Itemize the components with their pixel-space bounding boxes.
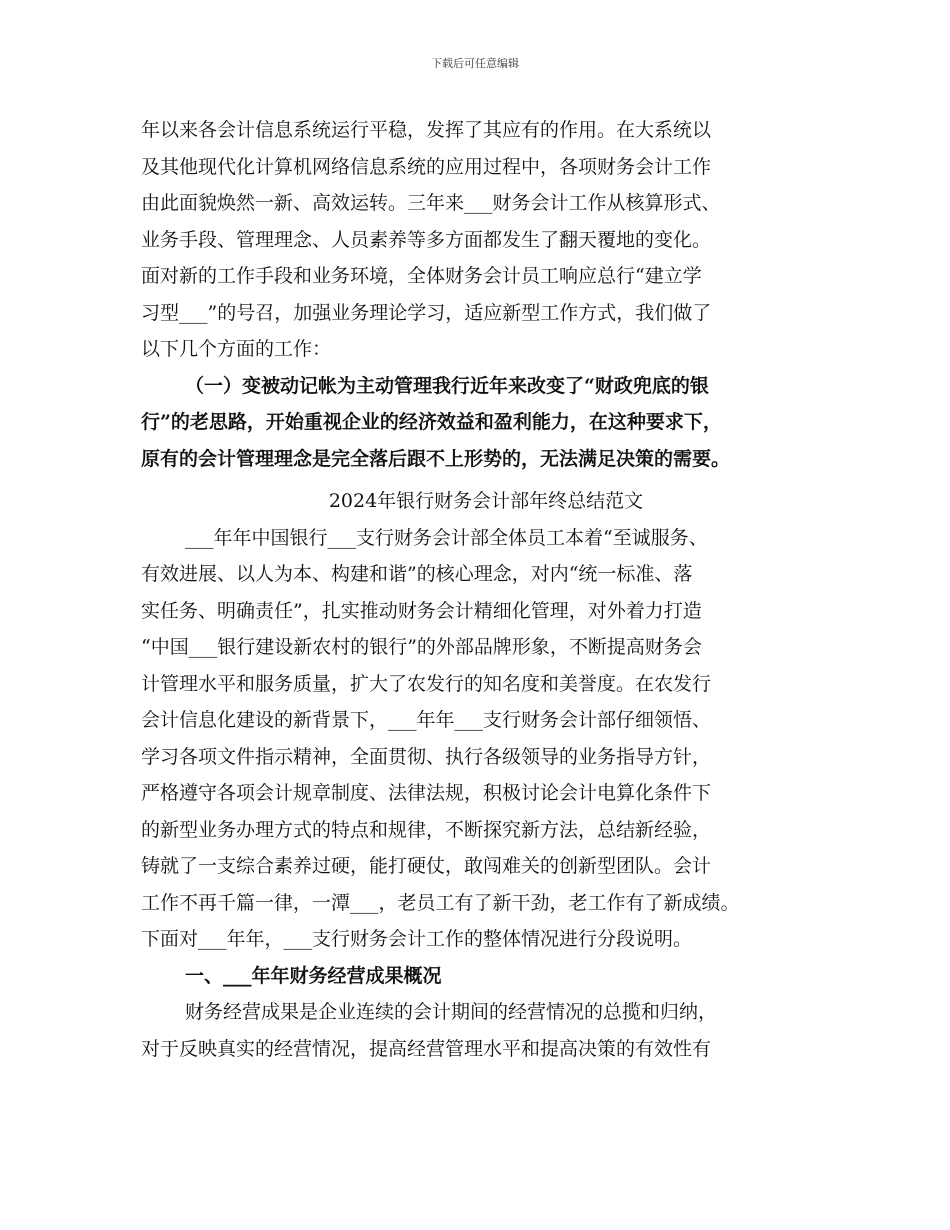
text-line: （一）变被动记帐为主动管理我行近年来改变了“财政兜底的银 — [185, 374, 709, 397]
text-line: 面对新的工作手段和业务环境，全体财务会计员工响应总行“建立学 — [141, 265, 702, 287]
text-line: 有效进展、以人为本、构建和谐”的核心理念，对内“统一标准、落 — [141, 563, 693, 585]
text-line: 会计信息化建设的新背景下，___年年___支行财务会计部仔细领悟、 — [141, 709, 712, 731]
text-line: 下面对___年年，___支行财务会计工作的整体情况进行分段说明。 — [141, 928, 693, 950]
document-title: 2024年银行财务会计部年终总结范文 — [328, 490, 644, 512]
text-line: 原有的会计管理理念是完全落后跟不上形势的，无法满足决策的需要。 — [141, 447, 731, 470]
text-line: 计管理水平和服务质量，扩大了农发行的知名度和美誉度。在农发行 — [141, 672, 712, 695]
text-line: 年以来各会计信息系统运行平稳，发挥了其应有的作用。在大系统以 — [141, 119, 712, 141]
text-line: 铸就了一支综合素养过硬，能打硬仗，敢闯难关的创新型团队。会计 — [141, 855, 712, 877]
text-line: 对于反映真实的经营情况，提高经营管理水平和提高决策的有效性有 — [141, 1037, 712, 1060]
text-line: 业务手段、管理理念、人员素养等多方面都发生了翻天覆地的变化。 — [141, 228, 712, 251]
bold-paragraph — [141, 368, 831, 478]
section-subheading: 一、___年年财务经营成果概况 — [185, 964, 442, 987]
text-line: 工作不再千篇一律，一潭___，老员工有了新干劲，老工作有了新成绩。 — [141, 891, 740, 914]
text-line: 以下几个方面的工作： — [141, 338, 332, 360]
document-body — [141, 112, 831, 1067]
body-paragraph — [141, 520, 831, 958]
text-line: 由此面貌焕然一新、高效运转。三年来___财务会计工作从核算形式、 — [141, 192, 721, 214]
text-line: 严格遵守各项会计规章制度、法律法规，积极讨论会计电算化条件下 — [141, 782, 712, 804]
closing-paragraph — [141, 994, 831, 1067]
intro-paragraph — [141, 112, 831, 368]
text-line: ___年年中国银行___支行财务会计部全体员工本着“至诚服务、 — [185, 526, 708, 549]
text-line: 学习各项文件指示精神，全面贯彻、执行各级领导的业务指导方针， — [141, 745, 712, 768]
text-line: 实任务、明确责任”，扎实推动财务会计精细化管理，对外着力打造 — [141, 599, 702, 622]
text-line: 行”的老思路，开始重视企业的经济效益和盈利能力，在这种要求下， — [141, 411, 722, 433]
page-header: 下载后可任意编辑 — [431, 57, 519, 70]
text-line: 的新型业务办理方式的特点和规律，不断探究新方法，总结新经验， — [141, 818, 712, 841]
text-line: “中国___银行建设新农村的银行”的外部品牌形象，不断提高财务会 — [141, 636, 702, 658]
text-line: 及其他现代化计算机网络信息系统的应用过程中，各项财务会计工作 — [141, 155, 712, 178]
text-line: 财务经营成果是企业连续的会计期间的经营情况的总揽和归纳， — [185, 1001, 718, 1023]
text-line: 习型___”的号召，加强业务理论学习，适应新型工作方式，我们做了 — [141, 301, 712, 324]
